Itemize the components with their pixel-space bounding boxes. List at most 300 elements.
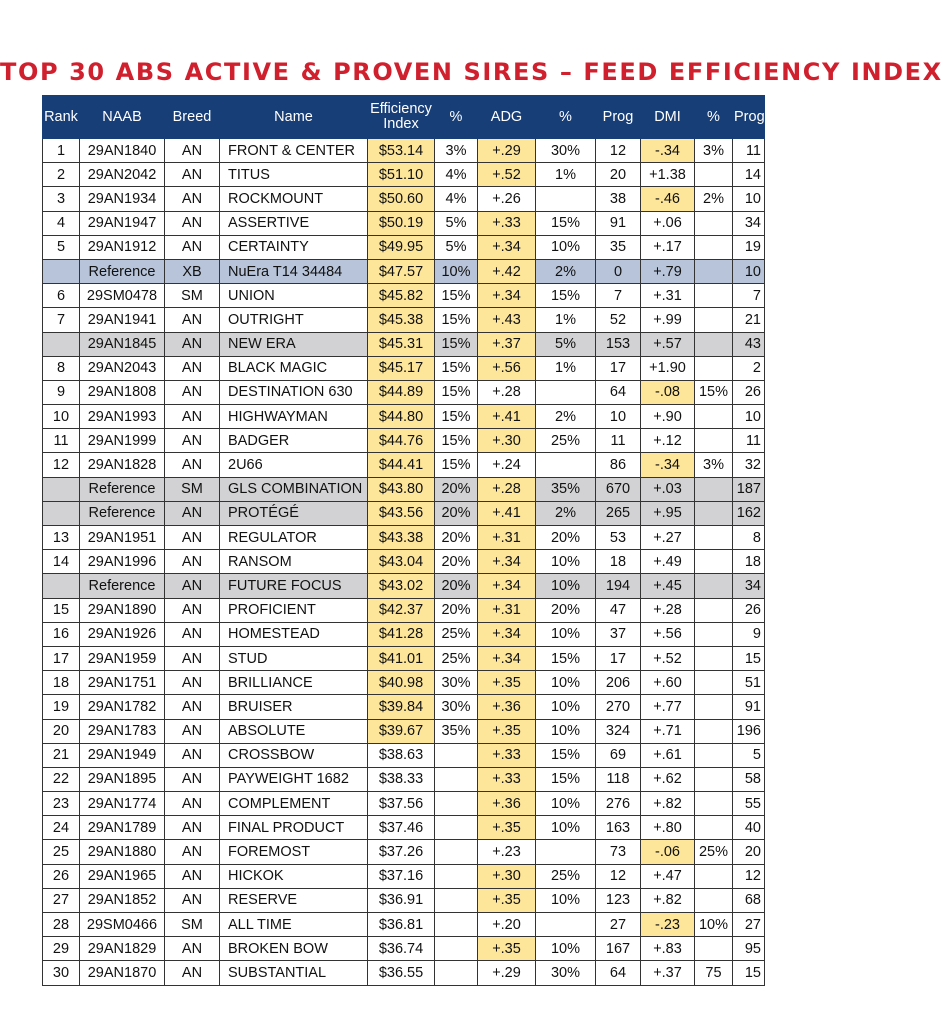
adg-cell: +.43 xyxy=(478,308,536,332)
naab-cell: 29AN1999 xyxy=(80,429,165,453)
rank-cell: 4 xyxy=(43,211,80,235)
dmi-cell: +.82 xyxy=(641,792,695,816)
breed-cell: AN xyxy=(165,937,220,961)
dmi-progeny-cell: 26 xyxy=(733,598,765,622)
rank-cell: 23 xyxy=(43,792,80,816)
efficiency-percent-cell: 15% xyxy=(435,308,478,332)
header-efficiency-percent: % xyxy=(435,96,478,139)
adg-progeny-cell: 64 xyxy=(596,961,641,985)
dmi-progeny-cell: 2 xyxy=(733,356,765,380)
efficiency-index-cell: $50.60 xyxy=(368,187,435,211)
dmi-cell: +.71 xyxy=(641,719,695,743)
adg-cell: +.33 xyxy=(478,743,536,767)
name-cell: PROFICIENT xyxy=(220,598,368,622)
naab-cell: 29AN1965 xyxy=(80,864,165,888)
efficiency-index-cell: $47.57 xyxy=(368,259,435,283)
breed-cell: XB xyxy=(165,259,220,283)
dmi-progeny-cell: 40 xyxy=(733,816,765,840)
adg-progeny-cell: 12 xyxy=(596,139,641,163)
rank-cell xyxy=(43,332,80,356)
name-cell: COMPLEMENT xyxy=(220,792,368,816)
dmi-progeny-cell: 34 xyxy=(733,574,765,598)
dmi-progeny-cell: 20 xyxy=(733,840,765,864)
dmi-percent-cell xyxy=(695,695,733,719)
dmi-cell: +.90 xyxy=(641,405,695,429)
efficiency-percent-cell: 30% xyxy=(435,671,478,695)
efficiency-percent-cell: 15% xyxy=(435,356,478,380)
dmi-percent-cell: 75 xyxy=(695,961,733,985)
naab-cell: 29AN1996 xyxy=(80,550,165,574)
efficiency-percent-cell xyxy=(435,743,478,767)
adg-progeny-cell: 35 xyxy=(596,235,641,259)
dmi-percent-cell xyxy=(695,743,733,767)
name-cell: BLACK MAGIC xyxy=(220,356,368,380)
naab-cell: 29AN1845 xyxy=(80,332,165,356)
adg-progeny-cell: 670 xyxy=(596,477,641,501)
efficiency-percent-cell: 15% xyxy=(435,453,478,477)
dmi-progeny-cell: 10 xyxy=(733,187,765,211)
rank-cell: 25 xyxy=(43,840,80,864)
name-cell: PAYWEIGHT 1682 xyxy=(220,767,368,791)
efficiency-index-cell: $49.95 xyxy=(368,235,435,259)
efficiency-percent-cell: 4% xyxy=(435,187,478,211)
naab-cell: 29AN1829 xyxy=(80,937,165,961)
breed-cell: AN xyxy=(165,743,220,767)
rank-cell xyxy=(43,574,80,598)
table-row xyxy=(43,429,765,453)
dmi-cell: -.23 xyxy=(641,913,695,937)
dmi-cell: +.83 xyxy=(641,937,695,961)
adg-percent-cell: 1% xyxy=(536,356,596,380)
naab-cell: 29AN1947 xyxy=(80,211,165,235)
adg-percent-cell: 5% xyxy=(536,332,596,356)
adg-percent-cell xyxy=(536,840,596,864)
adg-percent-cell: 30% xyxy=(536,961,596,985)
adg-progeny-cell: 91 xyxy=(596,211,641,235)
reference-row xyxy=(43,332,765,356)
adg-cell: +.28 xyxy=(478,380,536,404)
efficiency-percent-cell xyxy=(435,888,478,912)
breed-cell: SM xyxy=(165,284,220,308)
dmi-percent-cell xyxy=(695,405,733,429)
efficiency-index-cell: $43.02 xyxy=(368,574,435,598)
name-cell: REGULATOR xyxy=(220,526,368,550)
efficiency-percent-cell xyxy=(435,816,478,840)
adg-progeny-cell: 20 xyxy=(596,163,641,187)
adg-cell: +.31 xyxy=(478,526,536,550)
adg-percent-cell: 25% xyxy=(536,429,596,453)
dmi-progeny-cell: 162 xyxy=(733,501,765,525)
efficiency-percent-cell: 15% xyxy=(435,405,478,429)
naab-cell: 29AN1949 xyxy=(80,743,165,767)
adg-percent-cell: 10% xyxy=(536,235,596,259)
efficiency-index-cell: $36.55 xyxy=(368,961,435,985)
dmi-cell: +.37 xyxy=(641,961,695,985)
naab-cell: 29AN1934 xyxy=(80,187,165,211)
dmi-percent-cell xyxy=(695,308,733,332)
breed-cell: AN xyxy=(165,139,220,163)
adg-percent-cell: 1% xyxy=(536,163,596,187)
name-cell: ASSERTIVE xyxy=(220,211,368,235)
dmi-percent-cell: 3% xyxy=(695,453,733,477)
dmi-percent-cell xyxy=(695,211,733,235)
adg-progeny-cell: 52 xyxy=(596,308,641,332)
page-title: TOP 30 ABS ACTIVE & PROVEN SIRES – FEED EFFICIENCY INDEX xyxy=(0,58,943,86)
adg-percent-cell xyxy=(536,380,596,404)
rank-cell: 16 xyxy=(43,622,80,646)
adg-progeny-cell: 17 xyxy=(596,646,641,670)
adg-cell: +.24 xyxy=(478,453,536,477)
efficiency-index-cell: $39.84 xyxy=(368,695,435,719)
reference-row xyxy=(43,574,765,598)
table-row xyxy=(43,308,765,332)
dmi-percent-cell xyxy=(695,937,733,961)
table-row xyxy=(43,235,765,259)
dmi-cell: +.17 xyxy=(641,235,695,259)
adg-percent-cell: 35% xyxy=(536,477,596,501)
rank-cell: 29 xyxy=(43,937,80,961)
adg-percent-cell: 15% xyxy=(536,767,596,791)
dmi-cell: +.27 xyxy=(641,526,695,550)
dmi-progeny-cell: 7 xyxy=(733,284,765,308)
header-efficiency-index xyxy=(368,96,435,139)
dmi-progeny-cell: 34 xyxy=(733,211,765,235)
dmi-progeny-cell: 27 xyxy=(733,913,765,937)
adg-progeny-cell: 37 xyxy=(596,622,641,646)
rank-cell: 3 xyxy=(43,187,80,211)
table-row xyxy=(43,767,765,791)
efficiency-percent-cell: 4% xyxy=(435,163,478,187)
efficiency-index-cell: $45.38 xyxy=(368,308,435,332)
efficiency-percent-cell: 20% xyxy=(435,501,478,525)
dmi-progeny-cell: 55 xyxy=(733,792,765,816)
adg-progeny-cell: 206 xyxy=(596,671,641,695)
adg-percent-cell: 2% xyxy=(536,405,596,429)
dmi-cell: +.45 xyxy=(641,574,695,598)
header-breed: Breed xyxy=(165,96,220,139)
dmi-progeny-cell: 95 xyxy=(733,937,765,961)
dmi-cell: +.52 xyxy=(641,646,695,670)
dmi-percent-cell xyxy=(695,284,733,308)
breed-cell: SM xyxy=(165,913,220,937)
rank-cell xyxy=(43,501,80,525)
adg-progeny-cell: 27 xyxy=(596,913,641,937)
adg-percent-cell: 15% xyxy=(536,646,596,670)
adg-progeny-cell: 153 xyxy=(596,332,641,356)
efficiency-index-cell: $41.01 xyxy=(368,646,435,670)
adg-progeny-cell: 53 xyxy=(596,526,641,550)
efficiency-index-cell: $37.16 xyxy=(368,864,435,888)
efficiency-index-cell: $38.63 xyxy=(368,743,435,767)
dmi-cell: +.31 xyxy=(641,284,695,308)
efficiency-index-cell: $45.31 xyxy=(368,332,435,356)
dmi-progeny-cell: 21 xyxy=(733,308,765,332)
reference-row xyxy=(43,501,765,525)
breed-cell: AN xyxy=(165,308,220,332)
naab-cell: Reference xyxy=(80,501,165,525)
table-row xyxy=(43,937,765,961)
efficiency-percent-cell xyxy=(435,792,478,816)
efficiency-percent-cell: 15% xyxy=(435,380,478,404)
adg-cell: +.29 xyxy=(478,139,536,163)
dmi-progeny-cell: 15 xyxy=(733,961,765,985)
breed-cell: AN xyxy=(165,864,220,888)
header-efficiency-line2: Index xyxy=(383,116,419,132)
breed-cell: AN xyxy=(165,405,220,429)
dmi-percent-cell xyxy=(695,622,733,646)
naab-cell: 29AN1895 xyxy=(80,767,165,791)
efficiency-percent-cell: 3% xyxy=(435,139,478,163)
breed-cell: AN xyxy=(165,501,220,525)
rank-cell xyxy=(43,259,80,283)
efficiency-percent-cell xyxy=(435,767,478,791)
adg-cell: +.30 xyxy=(478,864,536,888)
rank-cell: 15 xyxy=(43,598,80,622)
adg-progeny-cell: 0 xyxy=(596,259,641,283)
efficiency-index-cell: $37.56 xyxy=(368,792,435,816)
adg-progeny-cell: 47 xyxy=(596,598,641,622)
dmi-cell: +.57 xyxy=(641,332,695,356)
breed-cell: AN xyxy=(165,211,220,235)
table-row xyxy=(43,743,765,767)
adg-cell: +.23 xyxy=(478,840,536,864)
rank-cell: 30 xyxy=(43,961,80,985)
table-row xyxy=(43,380,765,404)
efficiency-percent-cell: 25% xyxy=(435,646,478,670)
table-row xyxy=(43,356,765,380)
breed-cell: AN xyxy=(165,526,220,550)
name-cell: NEW ERA xyxy=(220,332,368,356)
dmi-percent-cell xyxy=(695,163,733,187)
efficiency-index-cell: $36.74 xyxy=(368,937,435,961)
efficiency-index-cell: $44.89 xyxy=(368,380,435,404)
dmi-percent-cell: 3% xyxy=(695,139,733,163)
naab-cell: 29AN1870 xyxy=(80,961,165,985)
sire-table xyxy=(42,95,765,986)
naab-cell: 29AN1783 xyxy=(80,719,165,743)
adg-cell: +.34 xyxy=(478,646,536,670)
dmi-percent-cell xyxy=(695,816,733,840)
efficiency-index-cell: $44.76 xyxy=(368,429,435,453)
efficiency-percent-cell: 35% xyxy=(435,719,478,743)
efficiency-percent-cell: 15% xyxy=(435,284,478,308)
name-cell: RANSOM xyxy=(220,550,368,574)
adg-percent-cell: 2% xyxy=(536,259,596,283)
dmi-cell: +1.38 xyxy=(641,163,695,187)
adg-cell: +.35 xyxy=(478,671,536,695)
naab-cell: 29AN1912 xyxy=(80,235,165,259)
rank-cell: 10 xyxy=(43,405,80,429)
efficiency-percent-cell: 20% xyxy=(435,477,478,501)
efficiency-index-cell: $37.26 xyxy=(368,840,435,864)
rank-cell: 1 xyxy=(43,139,80,163)
table-row xyxy=(43,695,765,719)
efficiency-index-cell: $44.41 xyxy=(368,453,435,477)
dmi-progeny-cell: 11 xyxy=(733,429,765,453)
naab-cell: 29AN2043 xyxy=(80,356,165,380)
table-row xyxy=(43,550,765,574)
table-row xyxy=(43,913,765,937)
adg-percent-cell: 10% xyxy=(536,622,596,646)
adg-progeny-cell: 270 xyxy=(596,695,641,719)
efficiency-index-cell: $43.56 xyxy=(368,501,435,525)
dmi-cell: +.28 xyxy=(641,598,695,622)
table-row xyxy=(43,598,765,622)
efficiency-percent-cell xyxy=(435,840,478,864)
table-row xyxy=(43,139,765,163)
breed-cell: AN xyxy=(165,767,220,791)
rank-cell: 5 xyxy=(43,235,80,259)
naab-cell: 29AN1880 xyxy=(80,840,165,864)
dmi-progeny-cell: 18 xyxy=(733,550,765,574)
efficiency-percent-cell: 15% xyxy=(435,332,478,356)
adg-progeny-cell: 194 xyxy=(596,574,641,598)
naab-cell: 29AN1789 xyxy=(80,816,165,840)
dmi-percent-cell xyxy=(695,598,733,622)
header-rank: Rank xyxy=(43,96,80,139)
adg-cell: +.34 xyxy=(478,235,536,259)
adg-percent-cell: 15% xyxy=(536,743,596,767)
name-cell: CERTAINTY xyxy=(220,235,368,259)
breed-cell: AN xyxy=(165,356,220,380)
dmi-cell: -.08 xyxy=(641,380,695,404)
adg-progeny-cell: 86 xyxy=(596,453,641,477)
adg-percent-cell: 30% xyxy=(536,139,596,163)
name-cell: GLS COMBINATION xyxy=(220,477,368,501)
breed-cell: AN xyxy=(165,961,220,985)
dmi-cell: +.80 xyxy=(641,816,695,840)
adg-percent-cell: 15% xyxy=(536,284,596,308)
dmi-progeny-cell: 15 xyxy=(733,646,765,670)
adg-cell: +.33 xyxy=(478,767,536,791)
adg-cell: +.41 xyxy=(478,405,536,429)
header-dmi: DMI xyxy=(641,96,695,139)
efficiency-index-cell: $43.38 xyxy=(368,526,435,550)
adg-progeny-cell: 73 xyxy=(596,840,641,864)
rank-cell: 6 xyxy=(43,284,80,308)
rank-cell: 17 xyxy=(43,646,80,670)
adg-progeny-cell: 38 xyxy=(596,187,641,211)
adg-cell: +.36 xyxy=(478,695,536,719)
name-cell: UNION xyxy=(220,284,368,308)
table-row xyxy=(43,284,765,308)
name-cell: BROKEN BOW xyxy=(220,937,368,961)
naab-cell: 29AN1774 xyxy=(80,792,165,816)
header-name: Name xyxy=(220,96,368,139)
efficiency-index-cell: $45.82 xyxy=(368,284,435,308)
breed-cell: AN xyxy=(165,816,220,840)
naab-cell: 29AN1890 xyxy=(80,598,165,622)
adg-percent-cell: 15% xyxy=(536,211,596,235)
adg-cell: +.35 xyxy=(478,816,536,840)
naab-cell: 29AN1751 xyxy=(80,671,165,695)
efficiency-percent-cell: 15% xyxy=(435,429,478,453)
rank-cell: 9 xyxy=(43,380,80,404)
dmi-cell: +.03 xyxy=(641,477,695,501)
dmi-progeny-cell: 91 xyxy=(733,695,765,719)
table-row xyxy=(43,453,765,477)
dmi-percent-cell xyxy=(695,792,733,816)
dmi-percent-cell xyxy=(695,671,733,695)
dmi-percent-cell: 2% xyxy=(695,187,733,211)
breed-cell: SM xyxy=(165,477,220,501)
efficiency-index-cell: $43.04 xyxy=(368,550,435,574)
dmi-percent-cell xyxy=(695,550,733,574)
rank-cell: 26 xyxy=(43,864,80,888)
adg-cell: +.36 xyxy=(478,792,536,816)
dmi-percent-cell xyxy=(695,526,733,550)
adg-progeny-cell: 69 xyxy=(596,743,641,767)
efficiency-percent-cell: 5% xyxy=(435,235,478,259)
efficiency-percent-cell: 30% xyxy=(435,695,478,719)
dmi-progeny-cell: 51 xyxy=(733,671,765,695)
table-row xyxy=(43,719,765,743)
naab-cell: 29AN1926 xyxy=(80,622,165,646)
adg-cell: +.30 xyxy=(478,429,536,453)
dmi-progeny-cell: 43 xyxy=(733,332,765,356)
adg-percent-cell: 20% xyxy=(536,526,596,550)
table-row xyxy=(43,622,765,646)
name-cell: PROTÉGÉ xyxy=(220,501,368,525)
naab-cell: 29SM0466 xyxy=(80,913,165,937)
rank-cell: 24 xyxy=(43,816,80,840)
efficiency-index-cell: $44.80 xyxy=(368,405,435,429)
name-cell: 2U66 xyxy=(220,453,368,477)
breed-cell: AN xyxy=(165,598,220,622)
dmi-percent-cell xyxy=(695,429,733,453)
dmi-cell: -.06 xyxy=(641,840,695,864)
adg-cell: +.35 xyxy=(478,719,536,743)
adg-cell: +.20 xyxy=(478,913,536,937)
efficiency-index-cell: $45.17 xyxy=(368,356,435,380)
dmi-cell: +.56 xyxy=(641,622,695,646)
table-row xyxy=(43,840,765,864)
name-cell: HICKOK xyxy=(220,864,368,888)
name-cell: CROSSBOW xyxy=(220,743,368,767)
reference-row xyxy=(43,259,765,283)
adg-progeny-cell: 64 xyxy=(596,380,641,404)
dmi-percent-cell xyxy=(695,888,733,912)
name-cell: OUTRIGHT xyxy=(220,308,368,332)
adg-cell: +.42 xyxy=(478,259,536,283)
rank-cell: 11 xyxy=(43,429,80,453)
rank-cell: 2 xyxy=(43,163,80,187)
table-header-row xyxy=(43,96,765,139)
efficiency-index-cell: $36.81 xyxy=(368,913,435,937)
naab-cell: 29AN1951 xyxy=(80,526,165,550)
adg-progeny-cell: 18 xyxy=(596,550,641,574)
rank-cell: 12 xyxy=(43,453,80,477)
dmi-percent-cell: 25% xyxy=(695,840,733,864)
adg-cell: +.56 xyxy=(478,356,536,380)
breed-cell: AN xyxy=(165,792,220,816)
name-cell: FUTURE FOCUS xyxy=(220,574,368,598)
adg-progeny-cell: 167 xyxy=(596,937,641,961)
adg-progeny-cell: 12 xyxy=(596,864,641,888)
table-row xyxy=(43,792,765,816)
dmi-progeny-cell: 5 xyxy=(733,743,765,767)
rank-cell: 8 xyxy=(43,356,80,380)
adg-percent-cell: 10% xyxy=(536,574,596,598)
adg-percent-cell xyxy=(536,453,596,477)
adg-progeny-cell: 276 xyxy=(596,792,641,816)
rank-cell: 14 xyxy=(43,550,80,574)
dmi-progeny-cell: 8 xyxy=(733,526,765,550)
efficiency-index-cell: $53.14 xyxy=(368,139,435,163)
header-dmi-percent: % xyxy=(695,96,733,139)
header-adg-progeny: Prog xyxy=(596,96,641,139)
breed-cell: AN xyxy=(165,622,220,646)
